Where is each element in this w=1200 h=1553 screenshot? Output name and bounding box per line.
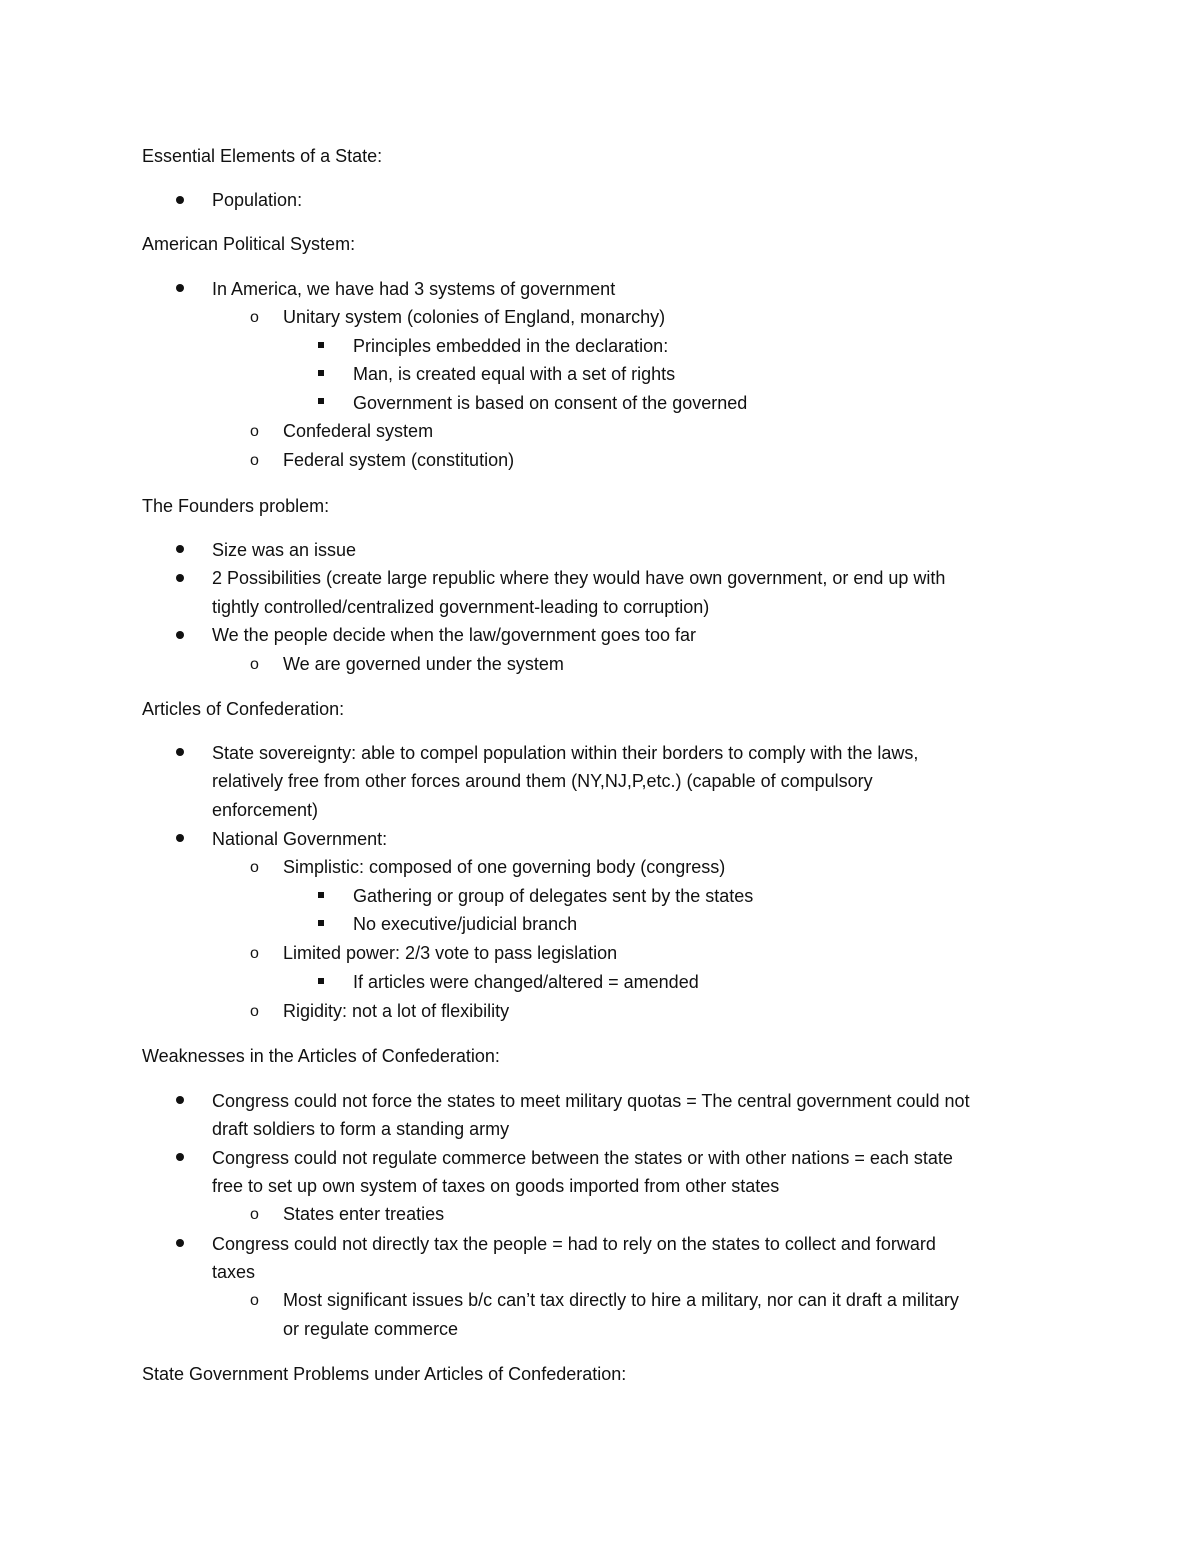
list-item: Principles embedded in the declaration: <box>353 336 669 356</box>
square-bullet-icon <box>318 920 324 926</box>
list-item-continuation: free to set up own system of taxes on goods imported from other states <box>212 1176 780 1196</box>
hollow-bullet-icon: o <box>250 859 259 876</box>
list-item: Rigidity: not a lot of flexibility <box>283 1001 510 1021</box>
section-heading: Weaknesses in the Articles of Confederation: <box>142 1046 500 1066</box>
list-item: Confederal system <box>283 421 434 441</box>
bullet-icon <box>176 284 184 292</box>
section-heading: The Founders problem: <box>142 496 330 516</box>
list-item: Congress could not directly tax the people = had to rely on the states to collect and forward <box>212 1234 936 1254</box>
list-item: If articles were changed/altered = amended <box>353 972 699 992</box>
list-item: Gathering or group of delegates sent by the states <box>353 886 754 906</box>
list-item: States enter treaties <box>283 1204 445 1224</box>
section-heading: State Government Problems under Articles of Confederation: <box>142 1364 627 1384</box>
list-item-continuation: enforcement) <box>212 800 319 820</box>
bullet-icon <box>176 631 184 639</box>
hollow-bullet-icon: o <box>250 656 259 673</box>
list-item: We the people decide when the law/government goes too far <box>212 625 696 645</box>
list-item: State sovereignty: able to compel population within their borders to comply with the laws, <box>212 743 919 763</box>
hollow-bullet-icon: o <box>250 309 259 326</box>
list-item-continuation: tightly controlled/centralized government-leading to corruption) <box>212 597 710 617</box>
list-item: Federal system (constitution) <box>283 450 515 470</box>
list-item: Simplistic: composed of one governing body (congress) <box>283 857 726 877</box>
list-item: Congress could not regulate commerce between the states or with other nations = each state <box>212 1148 953 1168</box>
list-item: In America, we have had 3 systems of government <box>212 279 616 299</box>
hollow-bullet-icon: o <box>250 452 259 469</box>
section-heading: American Political System: <box>142 234 356 254</box>
list-item: National Government: <box>212 829 388 849</box>
bullet-icon <box>176 574 184 582</box>
square-bullet-icon <box>318 370 324 376</box>
bullet-icon <box>176 196 184 204</box>
list-item: Congress could not force the states to meet military quotas = The central government could not <box>212 1091 970 1111</box>
hollow-bullet-icon: o <box>250 1206 259 1223</box>
hollow-bullet-icon: o <box>250 423 259 440</box>
square-bullet-icon <box>318 398 324 404</box>
list-item: No executive/judicial branch <box>353 914 578 934</box>
square-bullet-icon <box>318 892 324 898</box>
list-item: Government is based on consent of the governed <box>353 393 748 413</box>
bullet-icon <box>176 545 184 553</box>
list-item-continuation: relatively free from other forces around them (NY,NJ,P,etc.) (capable of compulsory <box>212 771 873 791</box>
list-item-continuation: taxes <box>212 1262 256 1282</box>
section-heading: Articles of Confederation: <box>142 699 345 719</box>
list-item: Population: <box>212 190 303 210</box>
hollow-bullet-icon: o <box>250 1292 259 1309</box>
bullet-icon <box>176 1096 184 1104</box>
bullet-icon <box>176 1153 184 1161</box>
bullet-icon <box>176 1239 184 1247</box>
list-item: Size was an issue <box>212 540 357 560</box>
list-item: Limited power: 2/3 vote to pass legislation <box>283 943 618 963</box>
bullet-icon <box>176 834 184 842</box>
list-item: We are governed under the system <box>283 654 564 674</box>
hollow-bullet-icon: o <box>250 1003 259 1020</box>
list-item-continuation: or regulate commerce <box>283 1319 459 1339</box>
list-item: Man, is created equal with a set of rights <box>353 364 676 384</box>
section-heading: Essential Elements of a State: <box>142 146 383 166</box>
list-item: Unitary system (colonies of England, monarchy) <box>283 307 666 327</box>
square-bullet-icon <box>318 342 324 348</box>
hollow-bullet-icon: o <box>250 945 259 962</box>
bullet-icon <box>176 748 184 756</box>
list-item-continuation: draft soldiers to form a standing army <box>212 1119 510 1139</box>
list-item: 2 Possibilities (create large republic where they would have own government, or end up with <box>212 568 946 588</box>
list-item: Most significant issues b/c can’t tax directly to hire a military, nor can it draft a military <box>283 1290 959 1310</box>
square-bullet-icon <box>318 978 324 984</box>
